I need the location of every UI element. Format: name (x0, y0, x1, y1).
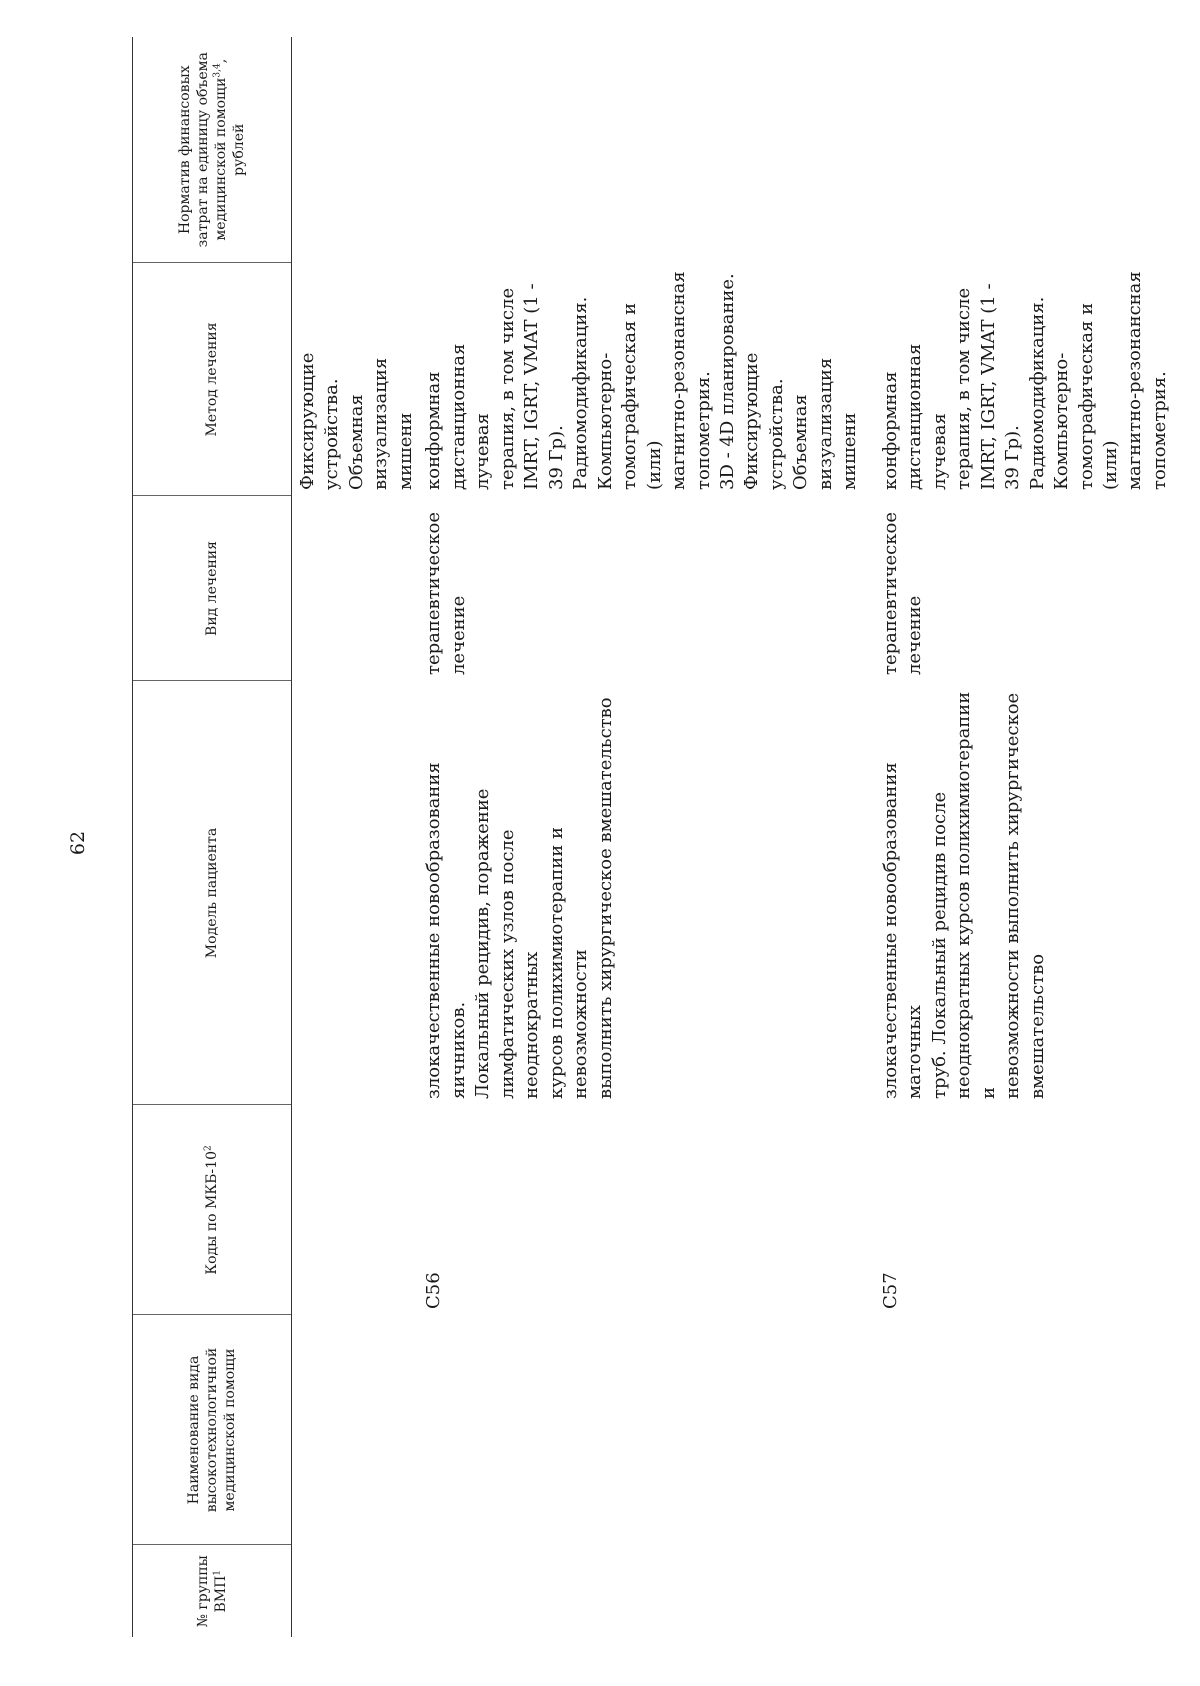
cell-vmp-name (865, 1315, 1175, 1545)
cell-treatment-type: терапевтическое лечение (879, 512, 926, 675)
cell-treatment-method: конформная дистанционная лучевая терапия, в том числе IMRT, IGRT, VMAT (1 - 39 Гр). Радиомодификация. Компьютерно- томографическая и (или) магнитно-резонансная топометрия. 3D - 4D планирование. Фиксирующие устройства. Объемная визуализация мишени (423, 271, 861, 490)
cell-group-number (420, 1545, 864, 1637)
cell-icd-code (292, 1105, 421, 1315)
cell-cost-norm (420, 37, 864, 263)
table-header-row (133, 37, 292, 1637)
cell-cost-norm (292, 37, 421, 263)
header-icd-codes: Коды по МКБ-$10^2$ (133, 1105, 292, 1315)
header-patient-model: Модель пациента (133, 681, 292, 1105)
cell-icd-code: C56 (423, 1272, 445, 1309)
cell-icd-code: C57 (879, 1272, 901, 1309)
table-row (865, 37, 1175, 1637)
cell-treatment-method: Фиксирующие устройства. Объемная визуализация мишени (297, 352, 416, 490)
cell-vmp-name (292, 1315, 421, 1545)
table-row (420, 37, 864, 1637)
cell-patient-model: злокачественные новообразования маточных труб. Локальный рецидив после неоднократных курсов полихимиотерапии и невозможности выполнить хирургическое вмешательство (879, 691, 1048, 1099)
cell-patient-model (292, 681, 421, 1105)
cell-treatment-type: терапевтическое лечение (423, 512, 469, 675)
cell-group-number (865, 1545, 1175, 1637)
table-row (292, 37, 421, 1637)
cell-treatment-method: конформная дистанционная лучевая терапия, в том числе IMRT, IGRT, VMAT (1 - 39 Гр). Радиомодификация. Компьютерно- томографическая и (или) магнитно-резонансная топометрия. (879, 271, 1170, 490)
header-group-number: № группы ВМП$^1$ (133, 1545, 292, 1637)
procedure-table (132, 37, 1170, 1637)
cell-vmp-name (420, 1315, 864, 1545)
cell-cost-norm (865, 37, 1175, 263)
cell-group-number (292, 1545, 421, 1637)
header-treatment-type: Вид лечения (133, 496, 292, 681)
header-vmp-name: Наименование вида высокотехнологичной медицинской помощи (133, 1315, 292, 1545)
cell-treatment-type (292, 496, 421, 681)
header-cost-norm: Норматив финансовых затрат на единицу объема медицинской помощи$^{3,4}$, рублей (133, 37, 292, 263)
page-number: 62 (67, 830, 89, 856)
header-treatment-method: Метод лечения (133, 263, 292, 496)
cell-patient-model: злокачественные новообразования яичников. Локальный рецидив, поражение лимфатических узлов после неоднократных курсов полихимиотерапии и невозможности выполнить хирургическое вмешательство (423, 697, 616, 1099)
